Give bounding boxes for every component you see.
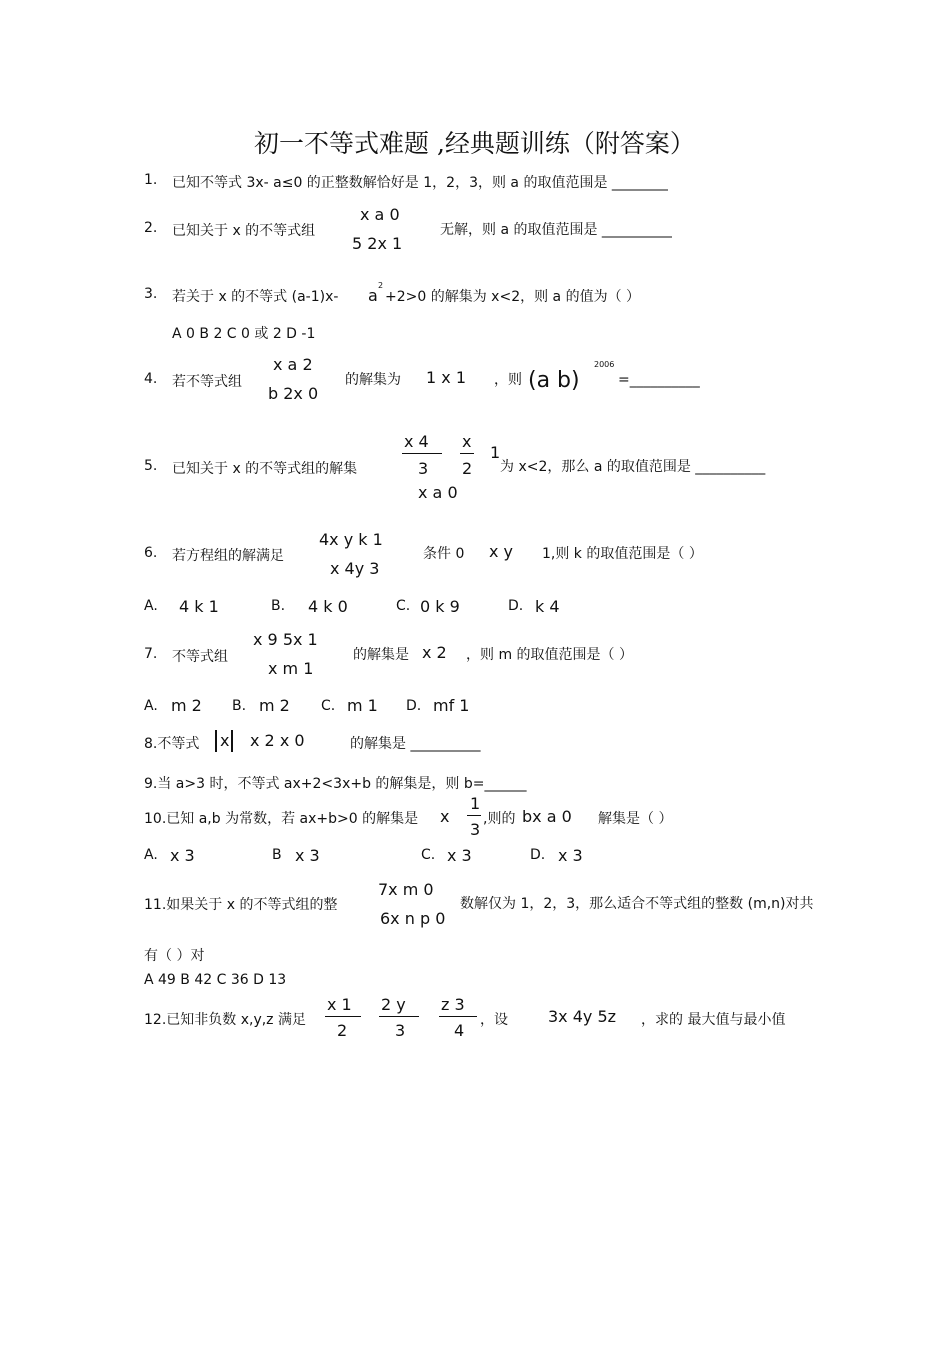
- question-text: 已知关于 x 的不等式组的解集: [172, 461, 358, 477]
- option-d-label: D.: [530, 847, 546, 863]
- question-text-mid: 的解集为: [345, 372, 401, 388]
- option-c-label: C.: [396, 598, 411, 614]
- question-text-tail: ，求的 最大值与最小值: [641, 1012, 786, 1028]
- system-row-2: x 4y 3: [330, 559, 380, 578]
- fraction-denominator: 2: [462, 459, 473, 478]
- expression-a-plus-b: (a b): [528, 368, 580, 393]
- question-number: 1.: [144, 172, 158, 188]
- option-b-label: B.: [271, 598, 286, 614]
- system-row-2: x a 0: [418, 483, 458, 502]
- condition-text: 条件 0: [423, 546, 465, 562]
- option-c-value: m 1: [347, 696, 378, 715]
- option-c-value: 0 k 9: [420, 597, 460, 616]
- option-d-value: x 3: [558, 846, 583, 865]
- option-b-label: B: [272, 847, 282, 863]
- question-text: 若关于 x 的不等式 (a-1)x-: [172, 289, 339, 305]
- question-text-then: ，则: [494, 372, 522, 388]
- system-row-2: 6x n p 0: [380, 909, 446, 928]
- question-number: 7.: [144, 646, 158, 662]
- question-text: 不等式组: [172, 649, 228, 665]
- option-d-value: mf 1: [433, 696, 470, 715]
- question-text: 若不等式组: [172, 374, 242, 390]
- option-c-label: C.: [321, 698, 336, 714]
- fraction-bar: [379, 1016, 419, 1017]
- fraction-numerator: 1: [470, 794, 481, 813]
- fraction-denominator: 4: [454, 1021, 465, 1040]
- question-text-tail: 数解仅为 1，2，3，那么适合不等式组的整数 (m,n)对共: [460, 896, 814, 912]
- question-number: 6.: [144, 545, 158, 561]
- system-row-2: 5 2x 1: [352, 234, 403, 253]
- question-text-tail: 1,则 k 的取值范围是（ ）: [542, 546, 703, 562]
- exponent: 2006: [594, 360, 615, 369]
- inequality-expression: x 2 x 0: [250, 731, 305, 750]
- question-number: 3.: [144, 286, 158, 302]
- absolute-value-bar-left: [215, 730, 217, 752]
- system-row-1: x 9 5x 1: [253, 630, 318, 649]
- option-d-value: k 4: [535, 597, 560, 616]
- question-number: 2.: [144, 220, 158, 236]
- question-text-tail: ，则 m 的取值范围是（ ）: [466, 647, 633, 663]
- question-number: 5.: [144, 458, 158, 474]
- answer-options: A 0 B 2 C 0 或 2 D -1: [172, 326, 316, 342]
- question-text-tail: 无解，则 a 的取值范围是 __________: [440, 222, 672, 238]
- question-text: 9.当 a>3 时，不等式 ax+2<3x+b 的解集是，则 b=______: [144, 776, 527, 792]
- question-text-mid: 的解集是: [353, 647, 409, 663]
- exponent: 2: [378, 281, 384, 290]
- question-text-tail: 为 x<2，那么 a 的取值范围是 __________: [500, 459, 766, 475]
- fraction-denominator: 2: [337, 1021, 348, 1040]
- option-b-value: x 3: [295, 846, 320, 865]
- fraction-bar: [439, 1016, 477, 1017]
- option-c-label: C.: [421, 847, 436, 863]
- system-row-2: x m 1: [268, 659, 314, 678]
- solution-set: x 2: [422, 643, 447, 662]
- question-text: 10.已知 a,b 为常数，若 ax+b>0 的解集是: [144, 811, 419, 827]
- answer-blank: =__________: [618, 372, 700, 388]
- expression-x-plus-y: x y: [489, 542, 514, 561]
- fraction-numerator: 2 y: [381, 995, 406, 1014]
- option-b-value: m 2: [259, 696, 290, 715]
- question-number: 4.: [144, 371, 158, 387]
- option-b-value: 4 k 0: [308, 597, 348, 616]
- fraction-bar: [325, 1016, 361, 1017]
- fraction-denominator: 3: [418, 459, 429, 478]
- question-text-tail: 解集是（ ）: [598, 811, 673, 827]
- option-a-label: A.: [144, 847, 158, 863]
- option-a-label: A.: [144, 598, 158, 614]
- question-text-line-2: 有（ ）对: [144, 948, 205, 964]
- system-row-1: 4x y k 1: [319, 530, 383, 549]
- question-text: 已知不等式 3x- a≤0 的正整数解恰好是 1，2，3，则 a 的取值范围是 ________: [172, 175, 668, 191]
- solution-range: 1 x 1: [426, 368, 466, 387]
- option-c-value: x 3: [447, 846, 472, 865]
- fraction-bar: [467, 815, 481, 816]
- fraction-numerator: z 3: [441, 995, 465, 1014]
- question-text: 已知关于 x 的不等式组: [172, 223, 316, 239]
- question-text-mid: ,则的: [483, 811, 516, 827]
- system-row-2: b 2x 0: [268, 384, 319, 403]
- option-b-label: B.: [232, 698, 247, 714]
- objective-expression: 3x 4y 5z: [548, 1007, 617, 1026]
- question-text: 若方程组的解满足: [172, 548, 284, 564]
- question-text-mid: ，设: [480, 1012, 508, 1028]
- option-a-value: 4 k 1: [179, 597, 219, 616]
- option-a-label: A.: [144, 698, 158, 714]
- answer-options: A 49 B 42 C 36 D 13: [144, 972, 287, 988]
- fraction-numerator: x 1: [327, 995, 352, 1014]
- fraction-numerator: x 4: [404, 432, 429, 451]
- question-text: 11.如果关于 x 的不等式组的整: [144, 897, 338, 913]
- option-a-value: x 3: [170, 846, 195, 865]
- fraction-bar: [402, 453, 442, 454]
- question-text: 8.不等式: [144, 736, 200, 752]
- question-text-tail: +2>0 的解集为 x<2，则 a 的值为（ ）: [385, 289, 641, 305]
- system-row-1: 7x m 0: [378, 880, 434, 899]
- question-text-tail: 的解集是 __________: [350, 736, 481, 752]
- question-text: 12.已知非负数 x,y,z 满足: [144, 1012, 306, 1028]
- fraction-denominator: 3: [395, 1021, 406, 1040]
- absolute-value-bar-right: [231, 730, 233, 752]
- inequality-expression: bx a 0: [522, 807, 572, 826]
- variable-x: x: [220, 731, 230, 750]
- inequality-rhs: 1: [490, 443, 501, 462]
- fraction-bar: [460, 453, 474, 454]
- system-row-1: x a 0: [360, 205, 400, 224]
- option-d-label: D.: [508, 598, 524, 614]
- variable-x: x: [440, 807, 450, 826]
- system-row-1: x a 2: [273, 355, 313, 374]
- option-d-label: D.: [406, 698, 422, 714]
- fraction-denominator: 3: [470, 820, 481, 839]
- option-a-value: m 2: [171, 696, 202, 715]
- page-title: 初一不等式难题 ,经典题训练（附答案）: [254, 129, 695, 158]
- variable-a: a: [368, 286, 378, 305]
- fraction-numerator: x: [462, 432, 472, 451]
